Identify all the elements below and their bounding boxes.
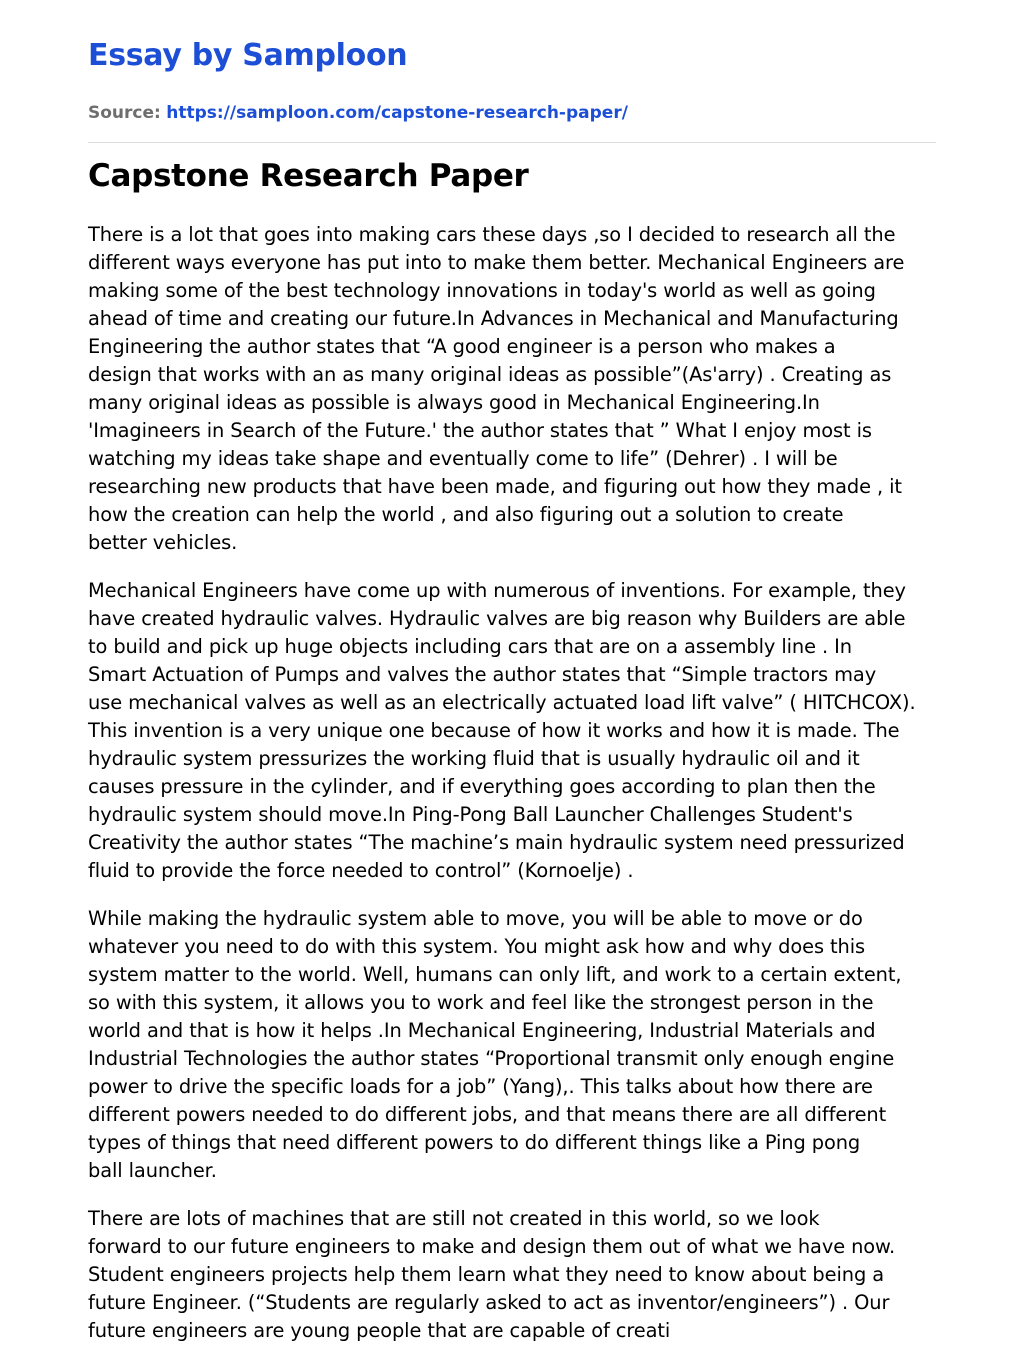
paragraph-line: Industrial Technologies the author states “Proportional transmit only enough engine <box>88 1047 895 1070</box>
paragraph-line: ball launcher. <box>88 1159 217 1182</box>
paragraph-line: There are lots of machines that are still not created in this world, so we look <box>88 1207 820 1230</box>
paragraph-line: system matter to the world. Well, humans can only lift, and work to a certain extent, <box>88 963 902 986</box>
essay-paragraph <box>88 905 940 1185</box>
paragraph-line: future Engineer. (“Students are regularly asked to act as inventor/engineers”) . Our <box>88 1291 890 1314</box>
paragraph-line: design that works with an as many original ideas as possible”(As'arry) . Creating as <box>88 363 892 386</box>
source-label: Source: <box>88 103 161 123</box>
paragraph-line: different powers needed to do different jobs, and that means there are all different <box>88 1103 887 1126</box>
paragraph-line: Student engineers projects help them learn what they need to know about being a <box>88 1263 884 1286</box>
paragraph-line: Smart Actuation of Pumps and valves the author states that “Simple tractors may <box>88 663 877 686</box>
paragraph-line: hydraulic system should move.In Ping-Pong Ball Launcher Challenges Student's <box>88 803 853 826</box>
paragraph-line: better vehicles. <box>88 531 238 554</box>
paragraph-line: whatever you need to do with this system. You might ask how and why does this <box>88 935 866 958</box>
paragraph-line: hydraulic system pressurizes the working fluid that is usually hydraulic oil and it <box>88 747 860 770</box>
paragraph-line: This invention is a very unique one because of how it works and how it is made. The <box>88 719 900 742</box>
essay-paragraph <box>88 577 940 885</box>
paragraph-line: world and that is how it helps .In Mechanical Engineering, Industrial Materials and <box>88 1019 876 1042</box>
paragraph-line: future engineers are young people that are capable of creati <box>88 1319 671 1342</box>
paragraph-line: There is a lot that goes into making cars these days ,so I decided to research all the <box>88 223 896 246</box>
essay-paragraph <box>88 221 940 557</box>
paragraph-line: researching new products that have been made, and figuring out how they made , it <box>88 475 902 498</box>
paragraph-line: Mechanical Engineers have come up with numerous of inventions. For example, they <box>88 579 906 602</box>
paragraph-line: use mechanical valves as well as an electrically actuated load lift valve” ( HITCHCOX). <box>88 691 916 714</box>
paragraph-line: watching my ideas take shape and eventually come to life” (Dehrer) . I will be <box>88 447 838 470</box>
paragraph-line: how the creation can help the world , and also figuring out a solution to create <box>88 503 844 526</box>
paragraph-line: have created hydraulic valves. Hydraulic valves are big reason why Builders are able <box>88 607 906 630</box>
source-link[interactable]: https://samploon.com/capstone-research-paper/ <box>166 103 628 123</box>
paragraph-line: to build and pick up huge objects including cars that are on a assembly line . In <box>88 635 852 658</box>
paragraph-line: making some of the best technology innovations in today's world as well as going <box>88 279 876 302</box>
paragraph-line: fluid to provide the force needed to control” (Kornoelje) . <box>88 859 634 882</box>
paragraph-line: types of things that need different powers to do different things like a Ping pong <box>88 1131 861 1154</box>
paragraph-line: power to drive the specific loads for a job” (Yang),. This talks about how there are <box>88 1075 873 1098</box>
header-divider <box>88 142 936 143</box>
essay-paragraph <box>88 1205 940 1345</box>
paragraph-line: causes pressure in the cylinder, and if everything goes according to plan then the <box>88 775 876 798</box>
site-brand-title: Essay by Samploon <box>88 38 408 73</box>
essay-title: Capstone Research Paper <box>88 158 529 194</box>
essay-body <box>88 221 940 1365</box>
paragraph-line: forward to our future engineers to make and design them out of what we have now. <box>88 1235 896 1258</box>
paragraph-line: ahead of time and creating our future.In Advances in Mechanical and Manufacturing <box>88 307 899 330</box>
paragraph-line: so with this system, it allows you to work and feel like the strongest person in the <box>88 991 874 1014</box>
paragraph-line: Creativity the author states “The machine’s main hydraulic system need pressurized <box>88 831 905 854</box>
paragraph-line: While making the hydraulic system able to move, you will be able to move or do <box>88 907 863 930</box>
paragraph-line: different ways everyone has put into to make them better. Mechanical Engineers are <box>88 251 905 274</box>
paragraph-line: Engineering the author states that “A good engineer is a person who makes a <box>88 335 836 358</box>
paragraph-line: many original ideas as possible is always good in Mechanical Engineering.In <box>88 391 820 414</box>
source-line <box>88 101 628 125</box>
paragraph-line: 'Imagineers in Search of the Future.' the author states that ” What I enjoy most is <box>88 419 872 442</box>
